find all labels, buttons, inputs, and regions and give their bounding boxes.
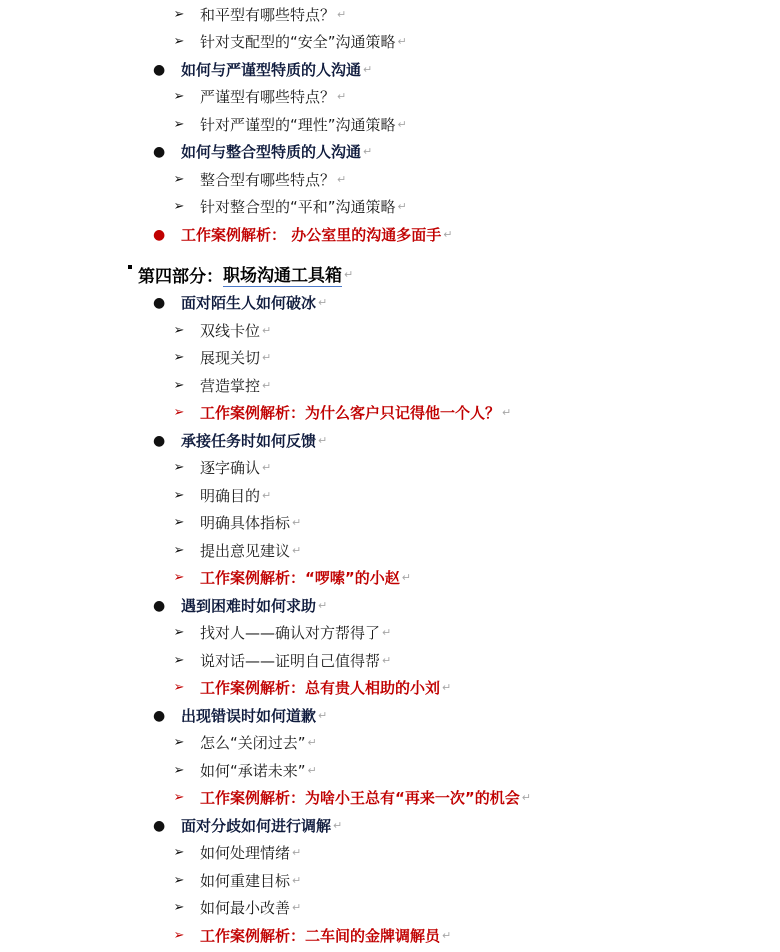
list-item-text: 如何处理情绪 [200,844,291,862]
paragraph-mark-icon: ↵ [397,35,407,48]
bullet-dot-icon: ● [153,61,166,78]
list-item-text: 工作案例解析： 办公室里的沟通多面手 [181,226,442,244]
paragraph-mark-icon: ↵ [397,200,407,213]
paragraph-mark-icon: ↵ [337,173,347,186]
arrow-bullet-icon: ➢ [173,543,185,558]
list-item-sub [172,111,407,138]
list-item-text: 整合型有哪些特点？ [200,171,336,189]
list-item-sub [172,757,317,784]
list-item-sub [172,619,391,646]
paragraph-mark-icon: ↵ [397,118,407,131]
list-item-sub [172,537,301,564]
arrow-bullet-icon: ➢ [173,735,185,750]
paragraph-mark-icon: ↵ [337,90,347,103]
list-item-sub [172,166,346,193]
bullet-dot-icon: ● [153,294,166,311]
arrow-bullet-icon: ➢ [173,900,185,915]
list-item-text: 针对严谨型的“理性”沟通策略 [200,116,396,134]
list-item-text: 工作案例解析：为啥小王总有“再来一次”的机会 [200,789,520,807]
list-item-text: 提出意见建议 [200,542,291,560]
paragraph-mark-icon: ↵ [307,764,317,777]
list-item-bullet [153,427,327,454]
list-item-sub [172,784,531,811]
list-item-sub [172,317,271,344]
arrow-bullet-icon: ➢ [173,763,185,778]
list-item-bullet [153,221,452,248]
paragraph-mark-icon: ↵ [292,846,302,859]
list-item-text: 说对话——证明自己值得帮 [200,652,381,670]
list-item-sub [172,83,346,110]
section-prefix: 第四部分： [138,266,223,287]
list-item-sub [172,454,271,481]
list-item-sub [172,193,407,220]
paragraph-mark-icon: ↵ [292,874,302,887]
list-item-text: 如何与严谨型特质的人沟通 [181,61,362,79]
paragraph-mark-icon: ↵ [442,681,452,694]
paragraph-mark-icon: ↵ [401,571,411,584]
paragraph-mark-icon: ↵ [262,489,272,502]
list-item-bullet [153,289,327,316]
list-item-sub [172,372,271,399]
list-item-text: 面对分歧如何进行调解 [181,817,332,835]
paragraph-mark-icon: ↵ [318,434,328,447]
list-item-bullet [153,138,372,165]
list-item-sub [172,729,317,756]
list-item-text: 面对陌生人如何破冰 [181,294,317,312]
arrow-bullet-icon: ➢ [173,117,185,132]
paragraph-mark-icon: ↵ [521,791,531,804]
paragraph-mark-icon: ↵ [262,461,272,474]
list-item-bullet [153,702,327,729]
paragraph-mark-icon: ↵ [307,736,317,749]
bullet-dot-icon: ● [153,597,166,614]
list-item-sub [172,867,301,894]
list-item-sub [172,894,301,921]
arrow-bullet-icon: ➢ [173,460,185,475]
arrow-bullet-icon: ➢ [173,515,185,530]
list-item-text: 工作案例解析：为什么客户只记得他一个人？ [200,404,501,422]
list-item-sub [172,674,451,701]
arrow-bullet-icon: ➢ [173,928,185,943]
paragraph-mark-icon: ↵ [337,8,347,21]
arrow-bullet-icon: ➢ [173,625,185,640]
arrow-bullet-icon: ➢ [173,7,185,22]
paragraph-mark-icon: ↵ [344,267,354,281]
arrow-bullet-icon: ➢ [173,653,185,668]
arrow-bullet-icon: ➢ [173,845,185,860]
arrow-bullet-icon: ➢ [173,350,185,365]
bullet-dot-icon: ● [153,707,166,724]
list-item-text: 和平型有哪些特点？ [200,6,336,24]
paragraph-mark-icon: ↵ [443,228,453,241]
list-item-text: 营造掌控 [200,377,261,395]
list-item-text: 双线卡位 [200,322,261,340]
paragraph-mark-icon: ↵ [318,599,328,612]
paragraph-mark-icon: ↵ [382,654,392,667]
list-item-text: 逐字确认 [200,459,261,477]
list-item-text: 如何最小改善 [200,899,291,917]
paragraph-mark-icon: ↵ [382,626,392,639]
arrow-bullet-icon: ➢ [173,89,185,104]
bullet-dot-icon: ● [153,817,166,834]
arrow-bullet-icon: ➢ [173,873,185,888]
list-item-text: 承接任务时如何反馈 [181,432,317,450]
list-item-text: 找对人——确认对方帮得了 [200,624,381,642]
arrow-bullet-icon: ➢ [173,680,185,695]
list-item-sub [172,647,391,674]
section-heading [128,262,353,286]
bullet-dot-icon: ● [153,226,166,243]
paragraph-mark-icon: ↵ [262,324,272,337]
list-item-text: 如何重建目标 [200,872,291,890]
paragraph-mark-icon: ↵ [262,379,272,392]
list-item-text: 明确具体指标 [200,514,291,532]
list-item-sub [172,839,301,866]
arrow-bullet-icon: ➢ [173,199,185,214]
paragraph-mark-icon: ↵ [363,145,373,158]
heading-marker [128,265,132,269]
arrow-bullet-icon: ➢ [173,570,185,585]
list-item-sub [172,509,301,536]
paragraph-mark-icon: ↵ [292,901,302,914]
list-item-sub [172,399,511,426]
list-item-text: 严谨型有哪些特点？ [200,88,336,106]
list-item-text: 工作案例解析：总有贵人相助的小刘 [200,679,441,697]
list-item-text: 出现错误时如何道歉 [181,707,317,725]
list-item-text: 工作案例解析：二车间的金牌调解员 [200,927,441,945]
arrow-bullet-icon: ➢ [173,488,185,503]
paragraph-mark-icon: ↵ [363,63,373,76]
section-title: 职场沟通工具箱 [223,261,342,287]
paragraph-mark-icon: ↵ [333,819,343,832]
list-item-sub [172,922,451,949]
paragraph-mark-icon: ↵ [262,351,272,364]
list-item-bullet [153,592,327,619]
paragraph-mark-icon: ↵ [292,544,302,557]
list-item-sub [172,344,271,371]
list-item-sub [172,1,346,28]
paragraph-mark-icon: ↵ [502,406,512,419]
list-item-text: 针对整合型的“平和”沟通策略 [200,198,396,216]
arrow-bullet-icon: ➢ [173,323,185,338]
arrow-bullet-icon: ➢ [173,34,185,49]
list-item-text: 如何与整合型特质的人沟通 [181,143,362,161]
paragraph-mark-icon: ↵ [442,929,452,942]
paragraph-mark-icon: ↵ [292,516,302,529]
bullet-dot-icon: ● [153,432,166,449]
paragraph-mark-icon: ↵ [318,709,328,722]
list-item-sub [172,482,271,509]
paragraph-mark-icon: ↵ [318,296,328,309]
list-item-text: 针对支配型的“安全”沟通策略 [200,33,396,51]
list-item-bullet [153,56,372,83]
list-item-text: 明确目的 [200,487,261,505]
list-item-text: 遇到困难时如何求助 [181,597,317,615]
arrow-bullet-icon: ➢ [173,790,185,805]
list-item-sub [172,28,407,55]
list-item-text: 展现关切 [200,349,261,367]
bullet-dot-icon: ● [153,143,166,160]
list-item-text: 怎么“关闭过去” [200,734,306,752]
list-item-text: 工作案例解析：“啰嗦”的小赵 [200,569,400,587]
list-item-bullet [153,812,342,839]
list-item-sub [172,564,411,591]
arrow-bullet-icon: ➢ [173,378,185,393]
arrow-bullet-icon: ➢ [173,172,185,187]
arrow-bullet-icon: ➢ [173,405,185,420]
list-item-text: 如何“承诺未来” [200,762,306,780]
